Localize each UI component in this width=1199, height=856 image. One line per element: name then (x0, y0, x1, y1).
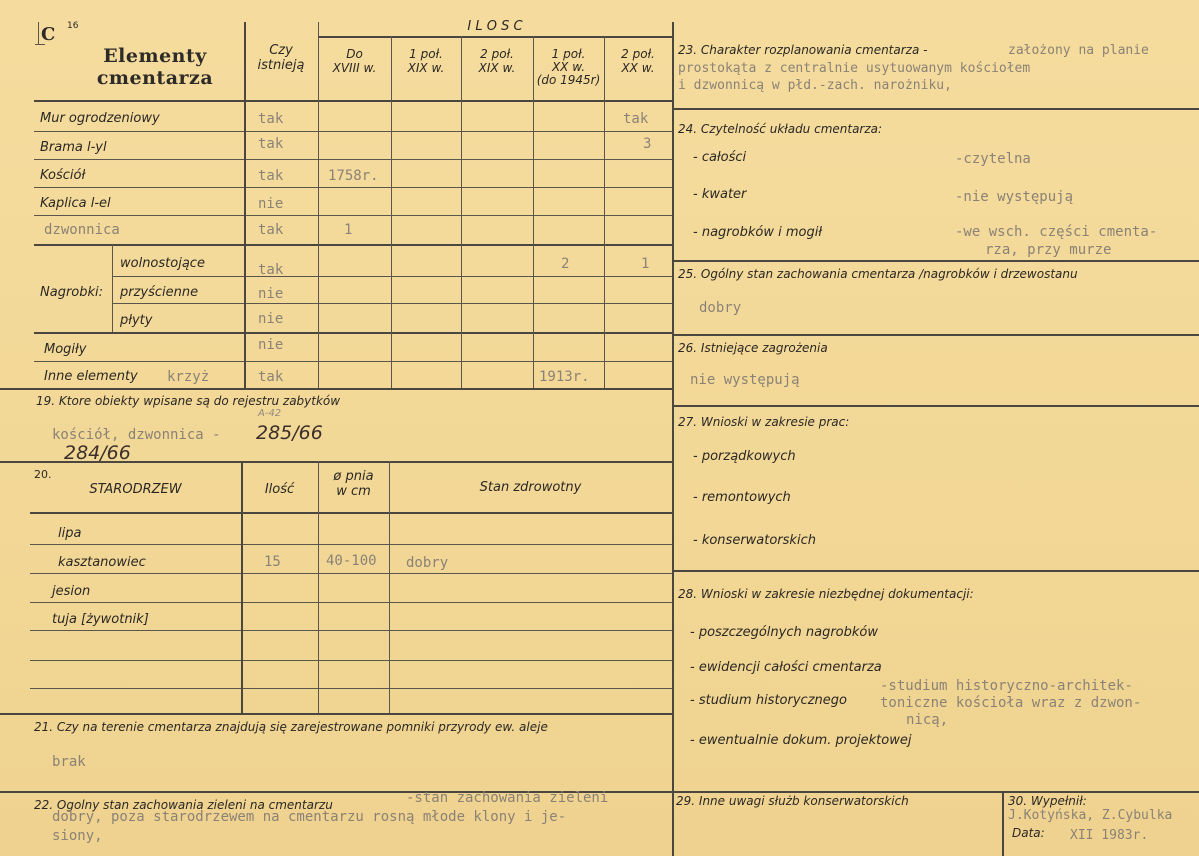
row-label-mur: Mur ogrodzeniowy (40, 111, 160, 126)
row-label-inne: Inne elementy (44, 369, 138, 384)
s20-row-name: lipa (58, 526, 82, 541)
s20-col-ilosc: Ilość (264, 482, 295, 497)
card-corner-number: 16 (67, 21, 79, 31)
s24-item-value: -we wsch. części cmenta- (955, 224, 1158, 240)
row-label-kosciol: Kościół (40, 168, 86, 183)
col-header-p2-20: 2 poł. XX w. (621, 47, 655, 75)
s30-label: 30. Wypełnił: (1008, 794, 1087, 808)
header-rule (34, 100, 672, 102)
s24-item-label: - kwater (693, 187, 747, 202)
col-line (241, 461, 243, 713)
s26-label: 26. Istniejące zagrożenia (678, 341, 828, 355)
s19-label: 19. Ktore obiekty wpisane są do rejestru zabytków (36, 394, 341, 408)
s20-number: 20. (34, 468, 52, 481)
s19-pencil-note: A-42 (258, 408, 282, 419)
s25-label: 25. Ogólny stan zachowania cmentarza /nagrobków i drzewostanu (678, 267, 1078, 281)
col-line (391, 36, 392, 388)
s20-row-ilosc: 15 (264, 554, 281, 570)
s20-row-pnia: 40-100 (326, 553, 377, 569)
s28-item: - ewentualnie dokum. projektowej (690, 733, 912, 748)
letter-box-line (38, 22, 39, 44)
s23-line1: założony na planie (1008, 43, 1149, 58)
s29-label: 29. Inne uwagi służb konserwatorskich (676, 794, 909, 808)
section-rule (672, 405, 1199, 407)
s23-label: 23. Charakter rozplanowania cmentarza - (678, 43, 928, 57)
row-line (34, 361, 672, 362)
s23-line2: prostokąta z centralnie usytuowanym kościołem (678, 61, 1031, 76)
s28-label: 28. Wnioski w zakresie niezbędnej dokumentacji: (678, 587, 974, 601)
section-rule (0, 713, 672, 715)
s30-value: J.Kotyńska, Z.Cybulka (1008, 808, 1173, 823)
col-header-p1-20: 1 poł. XX w. (do 1945r) (536, 47, 601, 88)
section-rule (672, 570, 1199, 572)
s20-row-stan: dobry (406, 555, 449, 571)
s24-item-value: -czytelna (955, 151, 1031, 167)
s28-typed-line1: -studium historyczno-architek- (880, 678, 1133, 694)
col-line (244, 22, 246, 388)
s26-value: nie występują (690, 372, 800, 388)
dzwonnica-czy: tak (258, 222, 284, 238)
section-rule (672, 108, 1199, 110)
s20-row-name: jesion (52, 584, 91, 599)
row-label-dzwonnica: dzwonnica (44, 222, 120, 238)
s27-item: - remontowych (693, 490, 791, 505)
kosciol-do18: 1758r. (328, 168, 379, 184)
s19-typed: kościół, dzwonnica - (52, 427, 221, 443)
row-label-plyty: płyty (120, 313, 153, 328)
wolnostojace-czy: tak (258, 262, 284, 278)
row-label-wolnostojace: wolnostojące (120, 256, 205, 271)
row-line (112, 303, 672, 304)
row-label-brama: Brama l-yl (40, 140, 107, 155)
row-line (34, 131, 672, 132)
s23-line3: i dzwonnicą w płd.-zach. narożniku, (678, 78, 952, 93)
section-title: Elementy cmentarza (96, 45, 214, 89)
kosciol-czy: tak (258, 168, 284, 184)
row-line (34, 187, 672, 188)
plyty-czy: nie (258, 311, 284, 327)
mur-p2-20: tak (623, 111, 649, 127)
row-line (112, 276, 672, 277)
s19-handwritten-1: 285/66 (256, 422, 323, 444)
s24-item-value2: rza, przy murze (985, 242, 1112, 258)
s20-col-stan: Stan zdrowotny (479, 480, 582, 495)
col-header-p1-19: 1 poł. XIX w. (407, 47, 445, 75)
row-line (34, 159, 672, 160)
s25-value: dobry (699, 300, 742, 316)
row-line (30, 660, 672, 661)
wolnostojace-p1-20: 2 (561, 256, 570, 272)
s28-item: - poszczególnych nagrobków (690, 625, 878, 640)
col-line (1002, 791, 1004, 856)
row-line (34, 215, 672, 216)
col-header-czy: Czy istnieją (257, 43, 305, 73)
s22-line1: -stan zachowania zieleni (406, 790, 609, 806)
s20-row-name: kasztanowiec (58, 555, 146, 570)
s28-typed-line3: nicą, (906, 712, 949, 728)
s24-item-label: - całości (693, 150, 747, 165)
inne-czy: tak (258, 369, 284, 385)
wolnostojace-p2-20: 1 (641, 256, 650, 272)
s24-item-value: -nie występują (955, 189, 1074, 205)
row-label-mogily: Mogiły (44, 342, 87, 357)
s21-value: brak (52, 754, 86, 770)
s22-line3: siony, (52, 828, 103, 844)
s27-item: - porządkowych (693, 449, 796, 464)
row-line (34, 332, 672, 334)
col-line (112, 244, 113, 332)
s22-label: 22. Ogolny stan zachowania zieleni na cmentarzu (34, 798, 333, 812)
inne-value: krzyż (167, 369, 210, 385)
card-letter: C (41, 24, 56, 45)
col-line (533, 36, 534, 388)
s22-line2: dobry, poza starodrzewem na cmentarzu rosną młode klony i je- (52, 809, 567, 825)
row-line (30, 688, 672, 689)
inne-p1-20: 1913r. (539, 369, 590, 385)
row-line (30, 544, 672, 545)
ilosc-rule (318, 36, 672, 38)
s30-data-label: Data: (1012, 826, 1045, 840)
brama-p2-20: 3 (643, 136, 652, 152)
row-line (30, 512, 672, 514)
s30-data-value: XII 1983r. (1070, 828, 1149, 843)
row-line (30, 602, 672, 603)
mogily-czy: nie (258, 337, 284, 353)
s19-handwritten-2: 284/66 (64, 442, 131, 464)
s28-item: - studium historycznego (690, 693, 847, 708)
s20-col-pnia: ø pnia w cm (333, 469, 374, 499)
przyscienne-czy: nie (258, 286, 284, 302)
col-line (389, 461, 390, 713)
mur-czy: tak (258, 111, 284, 127)
s24-item-label: - nagrobków i mogił (693, 225, 823, 240)
col-header-p2-19: 2 poł. XIX w. (478, 47, 516, 75)
row-label-kaplica: Kaplica l-el (40, 196, 111, 211)
s21-label: 21. Czy na terenie cmentarza znajdują się zarejestrowane pomniki przyrody ew. aleje (34, 720, 548, 734)
s24-label: 24. Czytelność układu cmentarza: (678, 122, 883, 136)
s20-row-name: tuja [żywotnik] (52, 612, 149, 627)
brama-czy: tak (258, 136, 284, 152)
row-line (34, 244, 672, 246)
s27-label: 27. Wnioski w zakresie prac: (678, 415, 850, 429)
col-header-do18: Do XVIII w. (332, 47, 377, 75)
col-line (604, 36, 605, 388)
s28-item: - ewidencji całości cmentarza (690, 660, 882, 675)
dzwonnica-do18: 1 (344, 222, 353, 238)
section-rule (672, 260, 1199, 262)
s27-item: - konserwatorskich (693, 533, 816, 548)
section-rule (672, 334, 1199, 336)
ilosc-header: I L O S C (467, 19, 523, 34)
section-rule (0, 388, 672, 390)
row-line (30, 630, 672, 631)
col-line (461, 36, 462, 388)
row-line (30, 573, 672, 574)
row-label-przyscienne: przyścienne (120, 285, 199, 300)
s28-typed-line2: toniczne kościoła wraz z dzwon- (880, 695, 1142, 711)
col-line (318, 22, 319, 388)
center-divider (672, 22, 674, 856)
s20-title: STARODRZEW (89, 482, 182, 497)
nagrobki-label: Nagrobki: (40, 285, 104, 300)
kaplica-czy: nie (258, 196, 284, 212)
